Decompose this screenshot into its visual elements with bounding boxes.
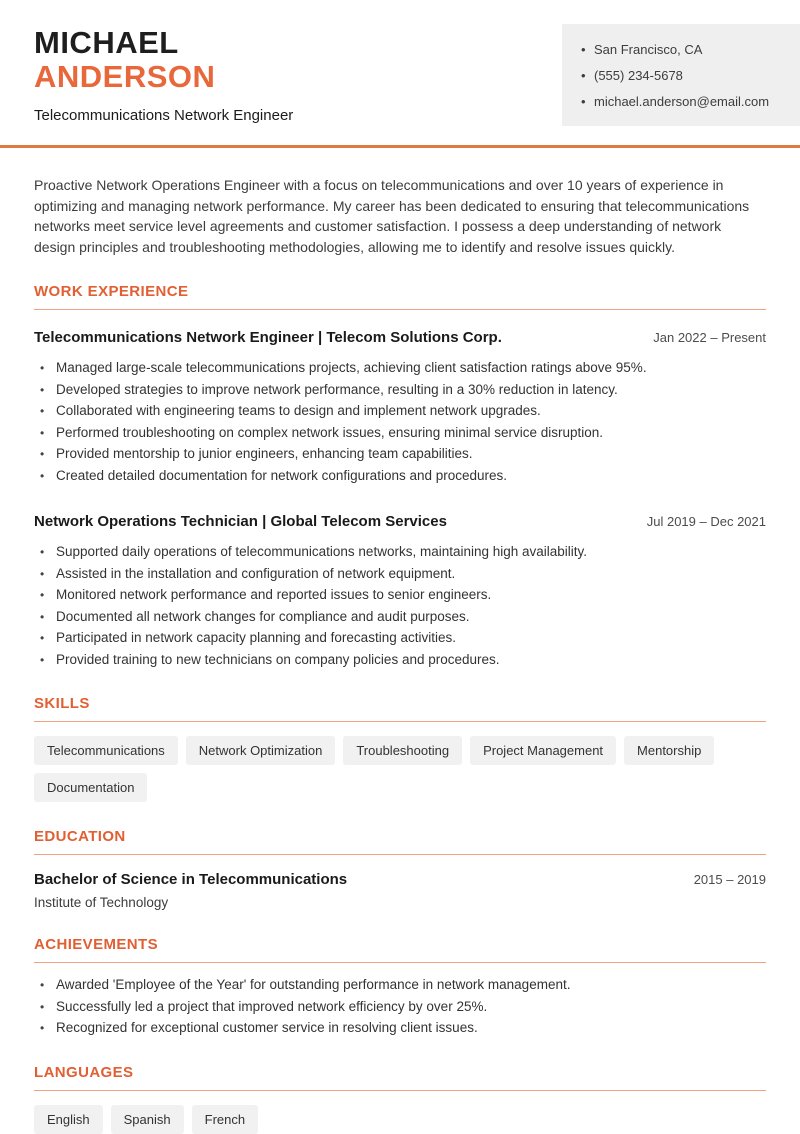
language-tag: Spanish [111,1105,184,1134]
education-entry [34,871,766,910]
language-tag-list [34,1105,766,1134]
job-bullet: • Participated in network capacity planning and forecasting activities. [34,629,766,648]
section-rule [34,721,766,722]
education-degree: Bachelor of Science in Telecommunications [34,871,348,888]
skill-tag: Mentorship [624,736,714,765]
job-bullet: • Assisted in the installation and configuration of network equipment. [34,565,766,584]
section-rule [34,962,766,963]
job-dates: Jul 2019 – Dec 2021 [646,514,766,529]
job-bullet: • Provided mentorship to junior engineers, enhancing team capabilities. [34,445,766,464]
section-work-experience [34,283,766,669]
job-title: Telecommunications Network Engineer | Telecom Solutions Corp. [34,329,502,346]
section-skills [34,695,766,802]
achievement-bullet: • Awarded 'Employee of the Year' for outstanding performance in network management. [34,976,766,995]
job-bullet: • Supported daily operations of telecommunications networks, maintaining high availability. [34,543,766,562]
job-header [34,329,766,346]
achievement-bullet: • Recognized for exceptional customer service in resolving client issues. [34,1019,766,1038]
job-bullet-list [34,543,766,669]
skill-tag: Troubleshooting [343,736,462,765]
skill-tag-list [34,736,766,802]
job-entry [34,329,766,485]
languages-heading: LANGUAGES [34,1063,134,1081]
job-bullet: • Monitored network performance and reported issues to senior engineers. [34,586,766,605]
skill-tag: Documentation [34,773,147,802]
skill-tag: Telecommunications [34,736,178,765]
name-block [34,24,293,124]
contact-item-location: • San Francisco, CA [580,36,786,62]
skills-heading: SKILLS [34,695,90,712]
skill-tag: Network Optimization [186,736,336,765]
job-bullet-list [34,359,766,485]
education-heading: EDUCATION [34,828,126,845]
job-bullet: • Provided training to new technicians on company policies and procedures. [34,651,766,670]
education-school: Institute of Technology [34,895,169,910]
contact-card [562,24,800,126]
contact-item-phone: • (555) 234-5678 [580,62,786,88]
job-bullet: • Documented all network changes for compliance and audit purposes. [34,608,766,627]
job-bullet: • Created detailed documentation for network configurations and procedures. [34,467,766,486]
job-bullet: • Performed troubleshooting on complex network issues, ensuring minimal service disruption. [34,424,766,443]
language-tag: French [192,1105,258,1134]
summary-paragraph: Proactive Network Operations Engineer with a focus on telecommunications and over 10 years of experience in optimizing and managing network performance. My career has been dedicated to ensuring that telecommunications networks meet service level agreements and customer satisfaction. I possess a deep understanding of network design principles and troubleshooting methodologies, allowing me to identify and resolve issues quickly. [34,177,750,255]
job-bullet: • Collaborated with engineering teams to design and implement network upgrades. [34,402,766,421]
section-rule [34,1090,766,1091]
first-name: MICHAEL [34,25,179,60]
section-languages [34,1064,766,1134]
section-rule [34,854,766,855]
resume-body [0,175,800,1134]
education-header [34,871,766,888]
language-tag: English [34,1105,103,1134]
header-divider [0,145,800,148]
job-title: Network Operations Technician | Global Telecom Services [34,513,447,530]
person-job-title: Telecommunications Network Engineer [34,107,294,124]
section-education [34,828,766,910]
section-achievements [34,936,766,1038]
contact-list [580,36,786,114]
job-header [34,513,766,530]
header [0,0,800,126]
job-bullet: • Managed large-scale telecommunications projects, achieving client satisfaction ratings above 95%. [34,359,766,378]
work-experience-heading: WORK EXPERIENCE [34,283,189,300]
job-dates: Jan 2022 – Present [653,330,766,345]
job-entry [34,513,766,669]
job-bullet: • Developed strategies to improve network performance, resulting in a 30% reduction in latency. [34,381,766,400]
achievement-list [34,976,766,1038]
section-rule [34,309,766,310]
skill-tag: Project Management [470,736,616,765]
last-name: ANDERSON [34,59,216,94]
achievements-heading: ACHIEVEMENTS [34,936,158,953]
person-name [34,26,293,94]
contact-item-email: • michael.anderson@email.com [580,88,786,114]
education-dates: 2015 – 2019 [693,872,766,887]
achievement-bullet: • Successfully led a project that improved network efficiency by over 25%. [34,998,766,1017]
